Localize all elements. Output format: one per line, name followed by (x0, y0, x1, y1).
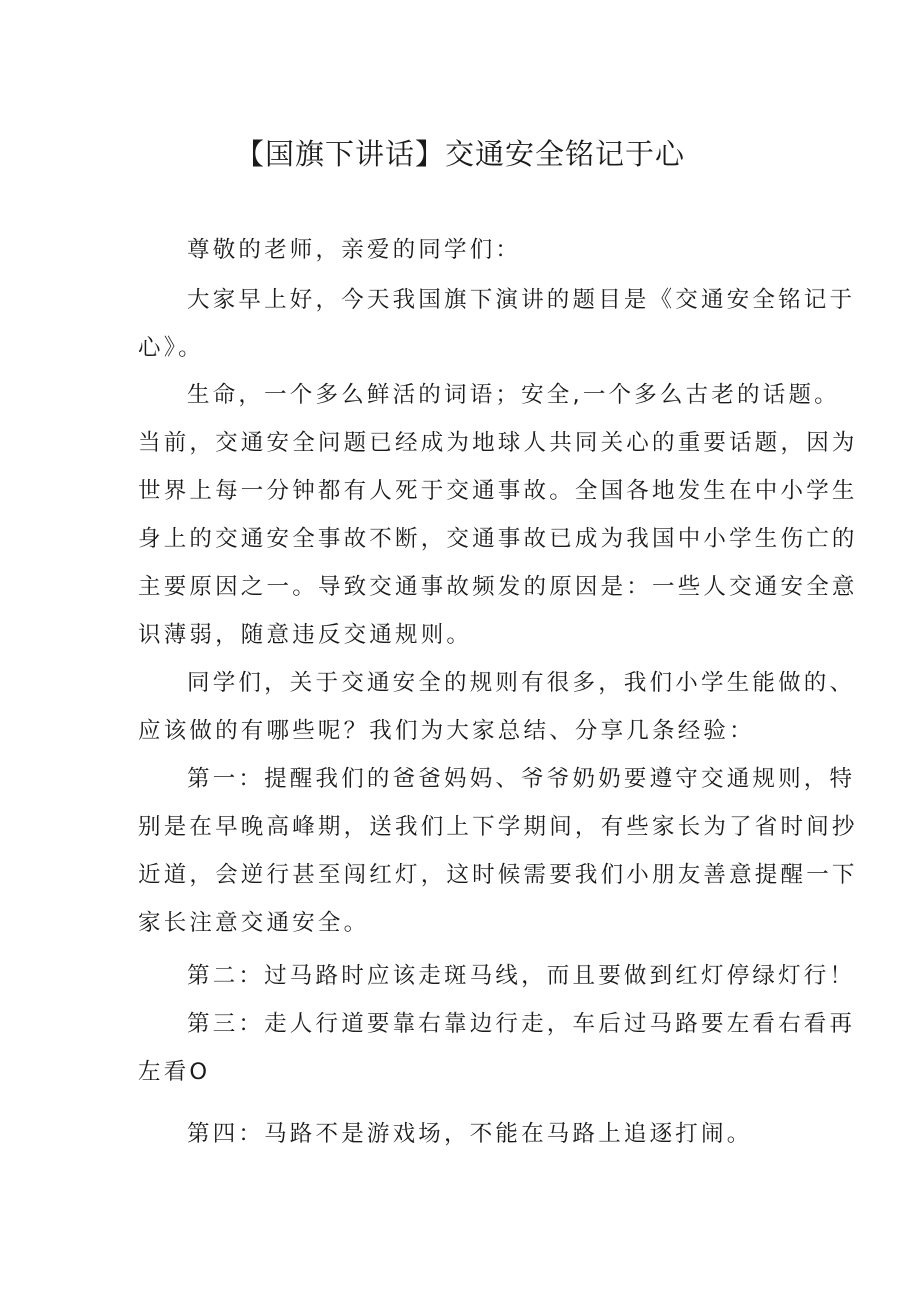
paragraph-line: 第三：走人行道要靠右靠边行走，车后过马路要左看右看再 (187, 1011, 856, 1037)
paragraph-line: 家长注意交通安全。 (138, 910, 370, 936)
paragraph-line: 身上的交通安全事故不断，交通事故已成为我国中小学生伤亡的 (138, 526, 858, 552)
paragraph-line: 大家早上好，今天我国旗下演讲的题目是《交通安全铭记于 (187, 287, 856, 313)
paragraph-line: 左看O (138, 1059, 211, 1085)
paragraph-line: 主要原因之一。导致交通事故频发的原因是：一些人交通安全意 (138, 574, 858, 600)
paragraph-line: 识薄弱，随意违反交通规则。 (138, 622, 473, 648)
paragraph-line: 近道，会逆行甚至闯红灯，这时候需要我们小朋友善意提醒一下 (138, 862, 858, 888)
paragraph-line: 第一：提醒我们的爸爸妈妈、爷爷奶奶要遵守交通规则，特 (187, 766, 856, 792)
paragraph-line: 心》。 (138, 335, 204, 361)
paragraph-line: 尊敬的老师，亲爱的同学们： (187, 237, 522, 263)
paragraph-line: 应该做的有哪些呢？我们为大家总结、分享几条经验： (138, 718, 755, 744)
paragraph-line: 世界上每一分钟都有人死于交通事故。全国各地发生在中小学生 (138, 478, 858, 504)
paragraph-line: 当前，交通安全问题已经成为地球人共同关心的重要话题，因为 (138, 430, 858, 456)
paragraph-line: 同学们，关于交通安全的规则有很多，我们小学生能做的、 (187, 670, 856, 696)
paragraph-line: 生命，一个多么鲜活的词语；安全,一个多么古老的话题。 (187, 382, 840, 408)
document-title: 【国旗下讲话】交通安全铭记于心 (234, 137, 685, 171)
paragraph-line: 第二：过马路时应该走斑马线，而且要做到红灯停绿灯行！ (187, 963, 856, 989)
paragraph-line: 第四：马路不是游戏场，不能在马路上追逐打闹。 (187, 1121, 753, 1147)
paragraph-line: 别是在早晚高峰期，送我们上下学期间，有些家长为了省时间抄 (138, 814, 858, 840)
